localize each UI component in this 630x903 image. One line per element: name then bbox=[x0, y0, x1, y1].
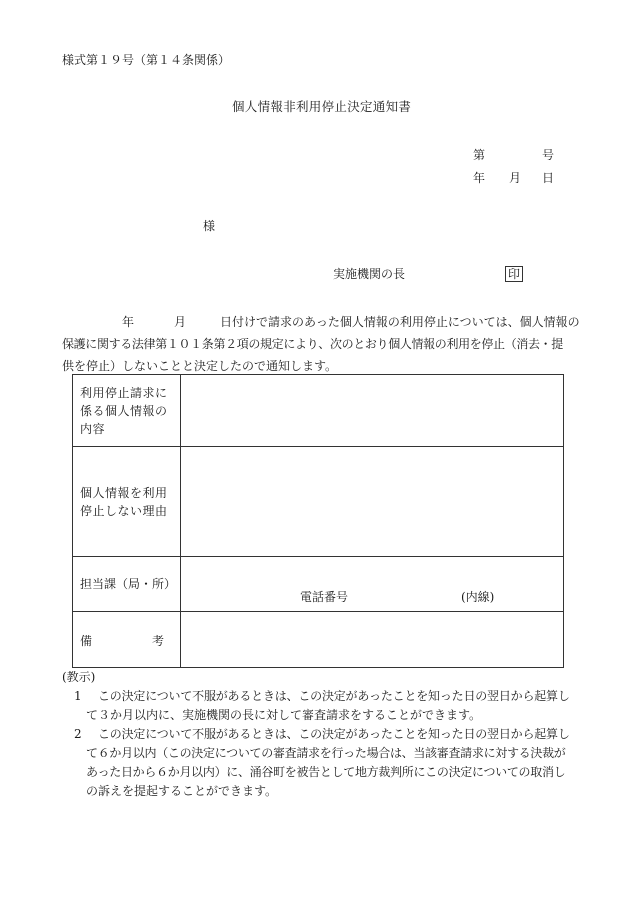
instruction-item-2-number: 2 bbox=[74, 727, 82, 741]
doc-number-suffix: 号 bbox=[542, 148, 555, 162]
instruction-item-2-line-4: の訴えを提起することができます。 bbox=[86, 784, 278, 798]
body-line-3: 供を停止）しないことと決定したので通知します。 bbox=[62, 359, 338, 373]
remarks-label-char-1: 備 bbox=[80, 634, 93, 648]
notice-table bbox=[72, 374, 564, 668]
instruction-item-2-line-3: あった日から６か月以内）に、涌谷町を被告として地方裁判所にこの決定についての取消し bbox=[86, 765, 566, 779]
body-month: 月 bbox=[174, 315, 187, 329]
instruction-item-1-number: 1 bbox=[74, 689, 82, 703]
table-row-reason bbox=[73, 447, 564, 557]
department-value-cell bbox=[181, 557, 564, 612]
reason-label-line-1: 個人情報を利用 bbox=[80, 485, 168, 500]
body-line-2: 保護に関する法律第１０１条第２項の規定により、次のとおり個人情報の利用を停止（消去・提 bbox=[62, 337, 563, 351]
table-row-content bbox=[73, 375, 564, 447]
instruction-item-1-text-1: この決定について不服があるときは、この決定があったことを知った日の翌日から起算し bbox=[98, 689, 570, 703]
instruction-item-1-line-1 bbox=[62, 687, 582, 706]
date-day: 日 bbox=[542, 171, 555, 185]
sender-title: 実施機関の長 bbox=[333, 267, 406, 281]
remarks-label bbox=[73, 612, 181, 668]
instructions-heading: (教示) bbox=[62, 670, 96, 684]
instructions bbox=[62, 668, 582, 801]
instruction-item-2-line-2: て６か月以内（この決定についての審査請求を行った場合は、当該審査請求に対する決裁が bbox=[86, 746, 566, 760]
remarks-label-char-2: 考 bbox=[152, 634, 165, 648]
instruction-item-2-line-1 bbox=[62, 725, 582, 744]
content-label-line-1: 利用停止請求に bbox=[80, 385, 168, 400]
reason-label-line-2: 停止しない理由 bbox=[80, 503, 168, 518]
body-line-1 bbox=[62, 311, 580, 333]
date-month: 月 bbox=[509, 171, 522, 185]
phone-label: 電話番号 bbox=[300, 590, 349, 604]
addressee-suffix: 様 bbox=[203, 219, 216, 233]
table-row-remarks bbox=[73, 612, 564, 668]
notice-body bbox=[62, 311, 580, 377]
reason-value-cell bbox=[181, 447, 564, 557]
content-label-line-3: 内容 bbox=[80, 421, 106, 436]
body-year: 年 bbox=[122, 315, 135, 329]
content-label bbox=[73, 375, 181, 447]
document-title: 個人情報非利用停止決定通知書 bbox=[232, 99, 412, 114]
seal-mark bbox=[505, 266, 523, 282]
extension-label: (内線) bbox=[461, 590, 495, 604]
department-label: 担当課（局・所） bbox=[73, 557, 181, 612]
body-line1-rest: 日付けで請求のあった個人情報の利用停止については、個人情報の bbox=[220, 315, 580, 329]
instruction-item-1-line-2: て３か月以内に、実施機関の長に対して審査請求をすることができます。 bbox=[86, 708, 482, 722]
remarks-value-cell bbox=[181, 612, 564, 668]
seal-label: 印 bbox=[505, 266, 523, 282]
form-number: 様式第１９号（第１４条関係） bbox=[62, 53, 231, 67]
reason-label bbox=[73, 447, 181, 557]
instruction-item-2-text-1: この決定について不服があるときは、この決定があったことを知った日の翌日から起算し bbox=[98, 727, 570, 741]
table-row-department bbox=[73, 557, 564, 612]
date-year: 年 bbox=[473, 171, 486, 185]
content-label-line-2: 係る個人情報の bbox=[80, 403, 168, 418]
doc-number-prefix: 第 bbox=[473, 148, 486, 162]
content-value-cell bbox=[181, 375, 564, 447]
